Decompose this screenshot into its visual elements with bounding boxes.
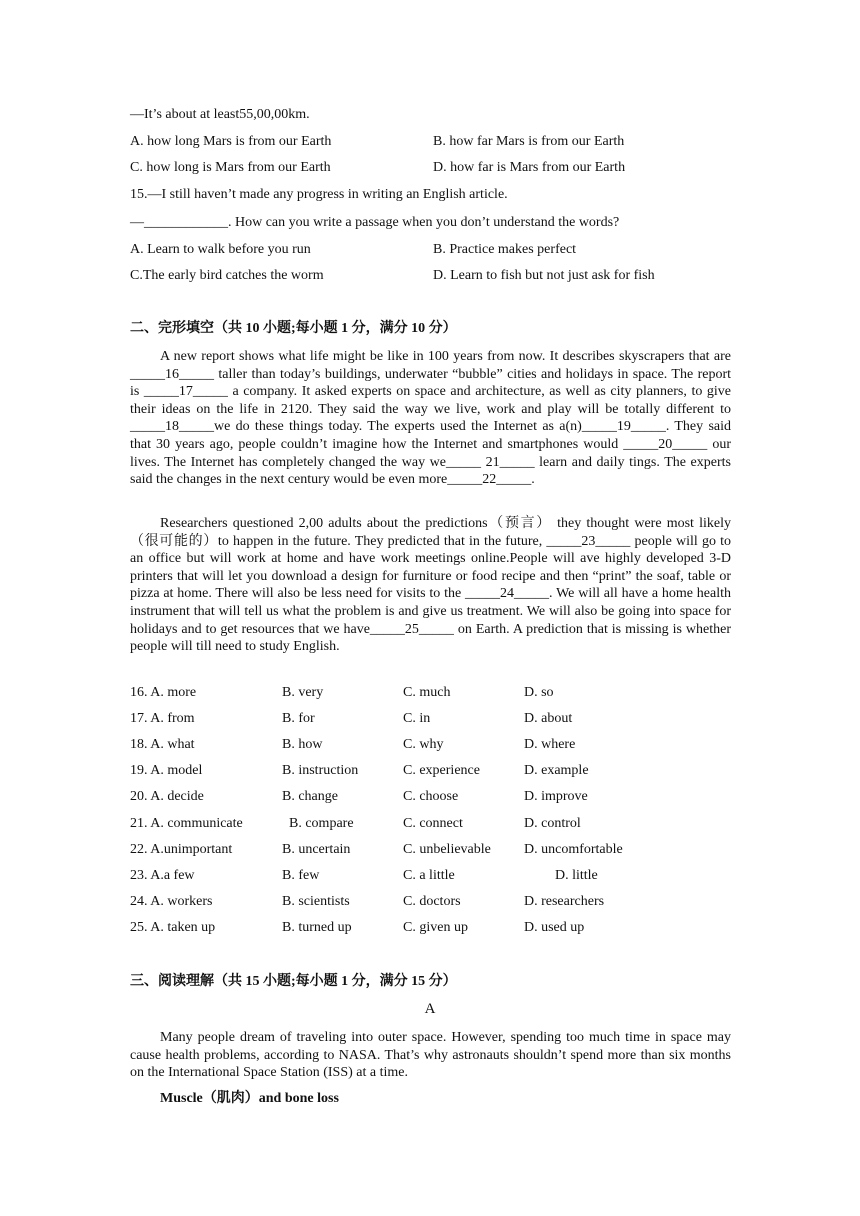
cloze-q20-option-c: C. choose — [403, 789, 459, 804]
reading-heading: 三、阅读理解（共 15 小题;每小题 1 分，满分 15 分） — [130, 974, 457, 989]
cloze-q22-option-b: B. uncertain — [282, 842, 351, 857]
cloze-q23-option-c: C. a little — [403, 868, 455, 883]
cloze-q24-option-d: D. researchers — [524, 894, 605, 909]
cloze-q16-option-c: C. much — [403, 685, 451, 700]
q15-option-c: C.The early bird catches the worm — [130, 268, 324, 283]
cloze-q19-option-a: 19. A. model — [130, 763, 203, 778]
cloze-q19-option-c: C. experience — [403, 763, 480, 778]
cloze-q24-option-a: 24. A. workers — [130, 894, 213, 909]
q15-question: 15.—I still haven’t made any progress in writing an English article. — [130, 187, 508, 202]
q14-option-b: B. how far Mars is from our Earth — [433, 134, 625, 149]
cloze-q21-option-b: B. compare — [289, 816, 354, 831]
cloze-q21-option-d: D. control — [524, 816, 581, 831]
cloze-q25-option-c: C. given up — [403, 920, 468, 935]
q14-answer-line: —It’s about at least55,00,00km. — [130, 107, 310, 122]
cloze-q18-option-c: C. why — [403, 737, 444, 752]
cloze-q22-option-a: 22. A.unimportant — [130, 842, 233, 857]
reading-subheading: Muscle（肌肉）and bone loss — [160, 1091, 339, 1106]
q15-answer-line: —____________. How can you write a passage when you don’t understand the words? — [130, 215, 620, 230]
cloze-q22-option-d: D. uncomfortable — [524, 842, 623, 857]
cloze-q18-option-d: D. where — [524, 737, 576, 752]
cloze-q22-option-c: C. unbelievable — [403, 842, 491, 857]
cloze-q18-option-b: B. how — [282, 737, 323, 752]
cloze-q21-option-a: 21. A. communicate — [130, 816, 243, 831]
cloze-q17-option-b: B. for — [282, 711, 315, 726]
cloze-q20-option-a: 20. A. decide — [130, 789, 204, 804]
cloze-q16-option-b: B. very — [282, 685, 324, 700]
cloze-q21-option-c: C. connect — [403, 816, 463, 831]
cloze-q24-option-c: C. doctors — [403, 894, 461, 909]
cloze-paragraph-1: A new report shows what life might be like in 100 years from now. It describes skyscrapers that are _____16_____ taller than today’s buildings, underwater “bubble” cities and holidays in space. The report is _____17_____ a company. It asked experts on space and architecture, as well as city planners, to give their ideas on the life in 2120. They said the way we live, work and play will be totally different to _____18_____we do these things today. The experts used the Internet as a(n)_____19_____. They said that 30 years ago, people couldn’t imagine how the Internet and smartphones would _____20_____ our lives. The Internet has completely changed the way we_____ 21_____ learn and daily tings. The experts said the changes in the next century would be even more_____22_____. — [130, 349, 731, 488]
q14-option-a: A. how long Mars is from our Earth — [130, 134, 332, 149]
q14-option-c: C. how long is Mars from our Earth — [130, 160, 331, 175]
cloze-q17-option-d: D. about — [524, 711, 573, 726]
q15-option-b: B. Practice makes perfect — [433, 242, 577, 257]
cloze-heading: 二、完形填空（共 10 小题;每小题 1 分，满分 10 分） — [130, 321, 457, 336]
cloze-q17-option-c: C. in — [403, 711, 431, 726]
passage-letter: A — [424, 1001, 436, 1017]
cloze-q23-option-d: D. little — [555, 868, 598, 883]
cloze-q17-option-a: 17. A. from — [130, 711, 195, 726]
cloze-q24-option-b: B. scientists — [282, 894, 350, 909]
cloze-paragraph-2: Researchers questioned 2,00 adults about the predictions（预言） they thought were most likely（很可能的）to happen in the future. They predicted that in the future, _____23_____ people will go to an office but will work at home and have work meetings online.People will ave highly developed 3-D printers that will let you download a design for furniture or food recipe and then “print” the soaf, table or pizza at home. There will also be less need for visits to the _____24_____. We will all have a home health instrument that will tell us what the problem is and give us treatment. We will also be going into space for holidays and to get resources that we have_____25_____ on Earth. A prediction that is missing is whether people will till need to study English. — [130, 516, 731, 655]
cloze-q20-option-d: D. improve — [524, 789, 588, 804]
cloze-q19-option-b: B. instruction — [282, 763, 359, 778]
cloze-q16-option-d: D. so — [524, 685, 554, 700]
q15-option-a: A. Learn to walk before you run — [130, 242, 311, 257]
cloze-q25-option-a: 25. A. taken up — [130, 920, 216, 935]
cloze-q23-option-b: B. few — [282, 868, 320, 883]
cloze-q20-option-b: B. change — [282, 789, 338, 804]
cloze-q19-option-d: D. example — [524, 763, 589, 778]
q15-option-d: D. Learn to fish but not just ask for fish — [433, 268, 655, 283]
q14-option-d: D. how far is Mars from our Earth — [433, 160, 626, 175]
cloze-q16-option-a: 16. A. more — [130, 685, 197, 700]
cloze-q25-option-d: D. used up — [524, 920, 585, 935]
cloze-q18-option-a: 18. A. what — [130, 737, 195, 752]
reading-paragraph-1: Many people dream of traveling into outer space. However, spending too much time in space may cause health problems, according to NASA. That’s why astronauts shouldn’t spend more than six months on the International Space Station (ISS) at a time. — [130, 1030, 731, 1081]
cloze-q25-option-b: B. turned up — [282, 920, 352, 935]
cloze-q23-option-a: 23. A.a few — [130, 868, 195, 883]
